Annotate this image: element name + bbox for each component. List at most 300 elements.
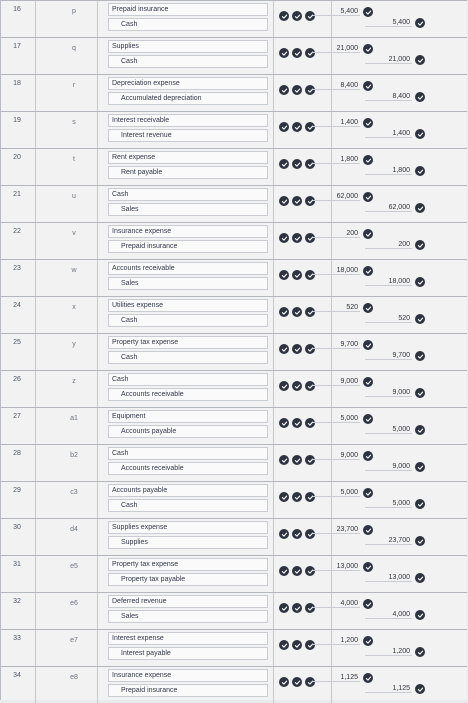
credit-amount-input[interactable]: 520 [365,315,412,323]
row-number: 16 [13,6,21,13]
transaction-letter: c3 [70,489,78,496]
column-divider [97,593,98,629]
check-circle-icon [363,44,373,54]
credit-amount-input[interactable]: 23,700 [365,537,412,545]
credit-amount [365,646,425,658]
credit-account-select[interactable]: Sales [108,277,268,290]
credit-account-select[interactable]: Cash [108,499,268,512]
debit-amount [313,376,373,388]
column-divider [35,667,36,703]
column-divider [273,445,274,481]
check-circle-icon [279,603,289,613]
debit-amount [313,6,373,18]
column-divider [35,149,36,185]
account-fields [108,447,268,477]
credit-amount-input[interactable]: 62,000 [365,204,412,212]
debit-amount [313,80,373,92]
row-number: 33 [13,635,21,642]
row-number: 24 [13,302,21,309]
transaction-letter: p [72,8,76,15]
check-circle-icon [279,677,289,687]
account-fields [108,336,268,366]
debit-account-select[interactable]: Prepaid insurance [108,3,268,16]
column-divider [273,75,274,111]
check-circle-icon [363,340,373,350]
debit-amount-input[interactable]: 520 [313,304,360,312]
transaction-letter: v [72,230,76,237]
check-circle-icon [363,451,373,461]
column-divider [273,667,274,703]
check-circle-icon [292,640,302,650]
check-circle-icon [363,266,373,276]
column-divider [273,149,274,185]
check-circle-icon [415,388,425,398]
account-fields [108,77,268,107]
check-circle-icon [363,488,373,498]
check-circle-icon [415,499,425,509]
transaction-letter: t [73,156,75,163]
row-number: 18 [13,80,21,87]
debit-amount-input[interactable]: 5,000 [313,489,360,497]
table-row [1,666,467,703]
debit-account-select[interactable]: Insurance expense [108,669,268,682]
debit-amount-input[interactable]: 13,000 [313,563,360,571]
column-divider [273,260,274,296]
check-circle-icon [279,344,289,354]
account-fields [108,669,268,699]
account-fields [108,595,268,625]
credit-account-select[interactable]: Sales [108,610,268,623]
account-fields [108,484,268,514]
debit-account-select[interactable]: Cash [108,373,268,386]
column-divider [35,630,36,666]
credit-account-select[interactable]: Prepaid insurance [108,240,268,253]
credit-account-select[interactable]: Cash [108,351,268,364]
debit-account-select[interactable]: Property tax expense [108,336,268,349]
account-fields [108,151,268,181]
debit-amount [313,635,373,647]
row-number: 23 [13,265,21,272]
debit-amount-input[interactable]: 5,400 [313,8,360,16]
row-number: 21 [13,191,21,198]
debit-amount-input[interactable]: 62,000 [313,193,360,201]
check-circle-icon [415,203,425,213]
debit-account-select[interactable]: Cash [108,188,268,201]
row-number: 19 [13,117,21,124]
debit-amount-input[interactable]: 1,200 [313,637,360,645]
credit-amount [365,91,425,103]
debit-amount-input[interactable]: 9,700 [313,341,360,349]
check-circle-icon [292,48,302,58]
column-divider [35,1,36,37]
column-divider [35,334,36,370]
column-divider [35,593,36,629]
column-divider [97,223,98,259]
row-number: 31 [13,561,21,568]
account-fields [108,114,268,144]
debit-account-select[interactable]: Accounts payable [108,484,268,497]
row-number: 20 [13,154,21,161]
debit-amount-input[interactable]: 23,700 [313,526,360,534]
check-circle-icon [415,351,425,361]
table-row [1,296,467,333]
credit-account-select[interactable]: Accumulated depreciation [108,92,268,105]
debit-amount-input[interactable]: 1,800 [313,156,360,164]
transaction-letter: e6 [70,600,78,607]
column-divider [35,75,36,111]
debit-account-select[interactable]: Deferred revenue [108,595,268,608]
debit-amount [313,524,373,536]
check-circle-icon [363,7,373,17]
check-circle-icon [415,610,425,620]
credit-amount-input[interactable]: 9,000 [365,463,412,471]
table-row [1,481,467,518]
debit-amount [313,598,373,610]
check-circle-icon [292,233,302,243]
column-divider [273,334,274,370]
check-circle-icon [415,573,425,583]
check-circle-icon [292,270,302,280]
debit-amount-input[interactable]: 1,400 [313,119,360,127]
column-divider [273,223,274,259]
check-circle-icon [279,566,289,576]
table-row [1,74,467,111]
debit-amount [313,154,373,166]
account-fields [108,3,268,33]
table-row [1,0,467,37]
column-divider [35,556,36,592]
credit-amount [365,683,425,695]
row-number: 28 [13,450,21,457]
debit-amount [313,450,373,462]
credit-account-select[interactable]: Cash [108,55,268,68]
check-circle-icon [279,381,289,391]
column-divider [97,112,98,148]
column-divider [273,112,274,148]
check-circle-icon [279,159,289,169]
check-circle-icon [292,603,302,613]
column-divider [273,186,274,222]
credit-amount-input[interactable]: 13,000 [365,574,412,582]
credit-amount-input[interactable]: 8,400 [365,93,412,101]
transaction-letter: e5 [70,563,78,570]
check-circle-icon [415,18,425,28]
check-circle-icon [279,640,289,650]
check-circle-icon [292,566,302,576]
column-divider [273,593,274,629]
check-circle-icon [279,492,289,502]
credit-account-select[interactable]: Accounts receivable [108,388,268,401]
credit-amount [365,350,425,362]
credit-account-select[interactable]: Rent payable [108,166,268,179]
credit-amount [365,535,425,547]
credit-amount [365,572,425,584]
check-circle-icon [279,418,289,428]
row-number: 26 [13,376,21,383]
check-circle-icon [279,233,289,243]
credit-account-select[interactable]: Supplies [108,536,268,549]
column-divider [35,519,36,555]
credit-amount-input[interactable]: 200 [365,241,412,249]
column-divider [35,482,36,518]
debit-account-select[interactable]: Equipment [108,410,268,423]
table-row [1,185,467,222]
column-divider [97,519,98,555]
credit-amount-input[interactable]: 9,700 [365,352,412,360]
table-row [1,111,467,148]
credit-amount-input[interactable]: 4,000 [365,611,412,619]
debit-amount-input[interactable]: 18,000 [313,267,360,275]
debit-amount [313,43,373,55]
transaction-letter: d4 [70,526,78,533]
debit-amount [313,191,373,203]
check-circle-icon [415,55,425,65]
transaction-letter: e7 [70,637,78,644]
debit-account-select[interactable]: Interest expense [108,632,268,645]
check-circle-icon [279,455,289,465]
check-circle-icon [415,536,425,546]
table-row [1,333,467,370]
credit-amount [365,424,425,436]
row-number: 29 [13,487,21,494]
check-circle-icon [292,11,302,21]
credit-amount-input[interactable]: 5,000 [365,426,412,434]
row-number: 34 [13,672,21,679]
column-divider [35,408,36,444]
debit-account-select[interactable]: Depreciation expense [108,77,268,90]
check-circle-icon [292,677,302,687]
check-circle-icon [279,122,289,132]
column-divider [35,112,36,148]
column-divider [97,334,98,370]
account-fields [108,373,268,403]
check-circle-icon [363,599,373,609]
column-divider [97,149,98,185]
debit-amount [313,265,373,277]
check-circle-icon [415,647,425,657]
check-circle-icon [292,159,302,169]
column-divider [97,371,98,407]
transaction-letter: q [72,45,76,52]
credit-amount [365,17,425,29]
column-divider [97,260,98,296]
check-circle-icon [279,307,289,317]
credit-account-select[interactable]: Sales [108,203,268,216]
debit-amount [313,339,373,351]
credit-account-select[interactable]: Prepaid insurance [108,684,268,697]
credit-account-select[interactable]: Interest revenue [108,129,268,142]
debit-account-select[interactable]: Interest receivable [108,114,268,127]
table-row [1,222,467,259]
credit-amount [365,609,425,621]
account-fields [108,521,268,551]
check-circle-icon [415,240,425,250]
credit-amount-input[interactable]: 1,400 [365,130,412,138]
check-circle-icon [415,129,425,139]
column-divider [273,38,274,74]
credit-amount [365,387,425,399]
check-circle-icon [415,166,425,176]
column-divider [273,371,274,407]
check-circle-icon [292,492,302,502]
transaction-letter: r [72,82,76,89]
credit-amount-input[interactable]: 5,000 [365,500,412,508]
check-circle-icon [363,155,373,165]
column-divider [273,297,274,333]
debit-account-select[interactable]: Utilities expense [108,299,268,312]
check-circle-icon [415,314,425,324]
check-circle-icon [279,270,289,280]
check-circle-icon [279,11,289,21]
check-circle-icon [363,525,373,535]
credit-amount-input[interactable]: 1,200 [365,648,412,656]
account-fields [108,188,268,218]
column-divider [273,556,274,592]
column-divider [35,260,36,296]
column-divider [97,445,98,481]
row-number: 17 [13,43,21,50]
credit-account-select[interactable]: Accounts payable [108,425,268,438]
transaction-letter: a1 [70,415,78,422]
row-number: 30 [13,524,21,531]
check-circle-icon [415,425,425,435]
credit-amount-input[interactable]: 9,000 [365,389,412,397]
check-circle-icon [279,529,289,539]
transaction-letter: z [72,378,76,385]
debit-amount-input[interactable]: 9,000 [313,378,360,386]
column-divider [97,482,98,518]
credit-amount-input[interactable]: 21,000 [365,56,412,64]
check-circle-icon [279,48,289,58]
table-row [1,37,467,74]
column-divider [97,667,98,703]
check-circle-icon [279,196,289,206]
credit-amount [365,54,425,66]
account-fields [108,632,268,662]
column-divider [97,408,98,444]
debit-account-select[interactable]: Insurance expense [108,225,268,238]
column-divider [97,186,98,222]
credit-amount [365,313,425,325]
debit-amount-input[interactable]: 200 [313,230,360,238]
column-divider [273,1,274,37]
debit-amount [313,487,373,499]
credit-account-select[interactable]: Cash [108,314,268,327]
table-row [1,407,467,444]
credit-account-select[interactable]: Property tax payable [108,573,268,586]
check-circle-icon [415,277,425,287]
account-fields [108,558,268,588]
debit-account-select[interactable]: Rent expense [108,151,268,164]
debit-amount-input[interactable]: 8,400 [313,82,360,90]
credit-amount [365,498,425,510]
column-divider [35,38,36,74]
debit-account-select[interactable]: Accounts receivable [108,262,268,275]
debit-amount-input[interactable]: 9,000 [313,452,360,460]
credit-amount-input[interactable]: 18,000 [365,278,412,286]
check-circle-icon [292,344,302,354]
row-number: 22 [13,228,21,235]
check-circle-icon [279,85,289,95]
check-circle-icon [292,196,302,206]
credit-amount [365,202,425,214]
credit-amount-input[interactable]: 5,400 [365,19,412,27]
credit-amount-input[interactable]: 1,800 [365,167,412,175]
table-row [1,444,467,481]
column-divider [273,630,274,666]
debit-amount [313,413,373,425]
account-fields [108,410,268,440]
account-fields [108,40,268,70]
account-fields [108,299,268,329]
table-row [1,370,467,407]
table-row [1,592,467,629]
debit-amount [313,302,373,314]
check-circle-icon [292,455,302,465]
table-row [1,555,467,592]
column-divider [35,186,36,222]
column-divider [35,371,36,407]
credit-amount-input[interactable]: 1,125 [365,685,412,693]
debit-amount-input[interactable]: 4,000 [313,600,360,608]
debit-account-select[interactable]: Cash [108,447,268,460]
row-number: 32 [13,598,21,605]
check-circle-icon [363,562,373,572]
column-divider [97,630,98,666]
debit-account-select[interactable]: Supplies [108,40,268,53]
debit-amount-input[interactable]: 21,000 [313,45,360,53]
transaction-letter: u [72,193,76,200]
credit-amount [365,165,425,177]
check-circle-icon [415,684,425,694]
check-circle-icon [363,414,373,424]
debit-amount-input[interactable]: 5,000 [313,415,360,423]
table-row [1,148,467,185]
check-circle-icon [363,673,373,683]
account-fields [108,225,268,255]
column-divider [35,297,36,333]
check-circle-icon [292,418,302,428]
column-divider [273,408,274,444]
column-divider [97,297,98,333]
column-divider [273,482,274,518]
table-row [1,259,467,296]
credit-amount [365,276,425,288]
check-circle-icon [363,377,373,387]
account-fields [108,262,268,292]
column-divider [97,38,98,74]
transaction-letter: y [72,341,76,348]
column-divider [35,223,36,259]
debit-account-select[interactable]: Supplies expense [108,521,268,534]
check-circle-icon [292,529,302,539]
debit-amount [313,672,373,684]
credit-account-select[interactable]: Accounts receivable [108,462,268,475]
column-divider [273,519,274,555]
debit-account-select[interactable]: Property tax expense [108,558,268,571]
debit-amount-input[interactable]: 1,125 [313,674,360,682]
transaction-letter: x [72,304,76,311]
check-circle-icon [415,462,425,472]
debit-amount [313,117,373,129]
credit-account-select[interactable]: Interest payable [108,647,268,660]
transaction-letter: e8 [70,674,78,681]
transaction-letter: b2 [70,452,78,459]
row-number: 25 [13,339,21,346]
check-circle-icon [415,92,425,102]
credit-account-select[interactable]: Cash [108,18,268,31]
credit-amount [365,239,425,251]
